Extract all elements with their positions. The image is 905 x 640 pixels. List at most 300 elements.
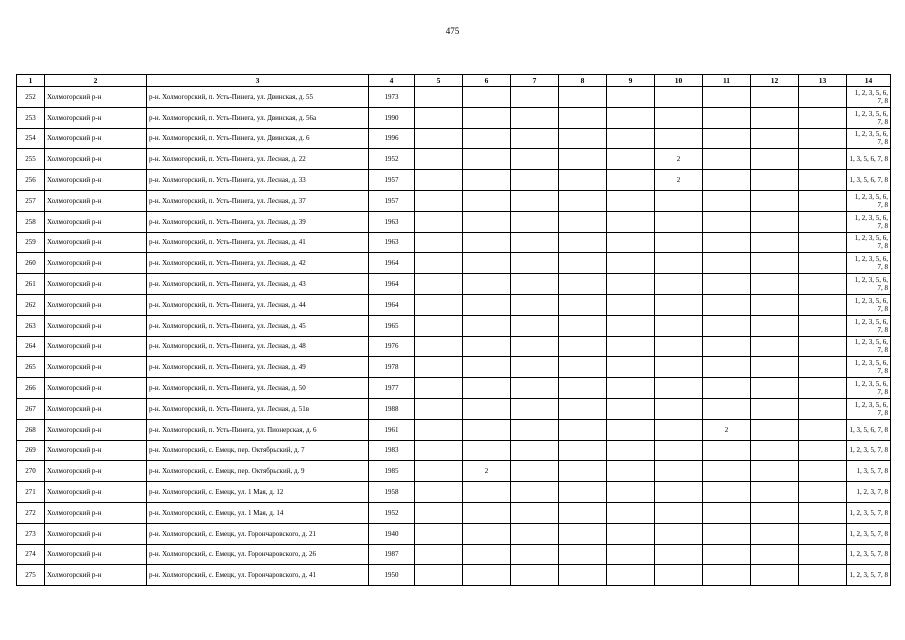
table-cell	[751, 419, 799, 440]
table-cell: р-н. Холмогорский, с. Емецк, пер. Октябрьский, д. 7	[147, 440, 369, 461]
table-cell	[559, 87, 607, 108]
table-cell	[511, 149, 559, 170]
table-cell	[799, 502, 847, 523]
table-row	[17, 419, 891, 440]
column-header-8: 8	[559, 75, 607, 87]
table-cell	[415, 128, 463, 149]
table-cell	[655, 502, 703, 523]
table-cell	[559, 461, 607, 482]
table-cell	[559, 294, 607, 315]
table-cell	[463, 419, 511, 440]
table-cell: 2	[655, 149, 703, 170]
table-cell: 1, 2, 3, 5, 6, 7, 8	[847, 336, 891, 357]
table-cell	[559, 211, 607, 232]
table-cell: 1, 3, 5, 7, 8	[847, 461, 891, 482]
table-cell	[751, 315, 799, 336]
table-cell	[607, 107, 655, 128]
table-cell	[511, 565, 559, 586]
table-cell	[559, 357, 607, 378]
table-header-row	[17, 75, 891, 87]
table-cell: 1983	[369, 440, 415, 461]
table-cell: 1963	[369, 211, 415, 232]
table-cell: Холмогорский р-н	[45, 274, 147, 295]
table-cell	[751, 482, 799, 503]
table-cell	[463, 565, 511, 586]
table-cell	[511, 294, 559, 315]
table-cell: 253	[17, 107, 45, 128]
column-header-11: 11	[703, 75, 751, 87]
table-cell: 1, 2, 3, 5, 6, 7, 8	[847, 107, 891, 128]
table-cell: 268	[17, 419, 45, 440]
table-cell	[607, 128, 655, 149]
table-cell	[607, 357, 655, 378]
table-cell: 271	[17, 482, 45, 503]
table-cell	[607, 440, 655, 461]
table-cell	[703, 378, 751, 399]
table-cell: 270	[17, 461, 45, 482]
table-cell	[511, 523, 559, 544]
table-cell	[415, 482, 463, 503]
table-cell: р-н. Холмогорский, п. Усть-Пинега, ул. Лесная, д. 41	[147, 232, 369, 253]
table-cell	[607, 232, 655, 253]
table-row	[17, 149, 891, 170]
table-cell	[415, 419, 463, 440]
table-cell	[415, 294, 463, 315]
table-cell	[607, 253, 655, 274]
table-cell	[655, 253, 703, 274]
table-row	[17, 232, 891, 253]
table-cell	[703, 357, 751, 378]
table-cell: 2	[703, 419, 751, 440]
table-cell	[799, 378, 847, 399]
table-cell: 1, 2, 3, 5, 7, 8	[847, 440, 891, 461]
table-cell	[415, 336, 463, 357]
table-cell	[607, 315, 655, 336]
table-cell	[511, 461, 559, 482]
table-cell	[463, 190, 511, 211]
table-cell	[799, 149, 847, 170]
table-cell	[559, 232, 607, 253]
table-cell: 1, 3, 5, 6, 7, 8	[847, 149, 891, 170]
table-cell: 1977	[369, 378, 415, 399]
table-cell	[415, 398, 463, 419]
table-cell: 1, 2, 3, 5, 7, 8	[847, 502, 891, 523]
table-cell	[511, 87, 559, 108]
table-cell	[799, 170, 847, 191]
table-cell: 1964	[369, 253, 415, 274]
table-cell: 274	[17, 544, 45, 565]
table-cell	[655, 482, 703, 503]
table-cell: Холмогорский р-н	[45, 544, 147, 565]
table-row	[17, 336, 891, 357]
table-cell	[415, 211, 463, 232]
table-cell: 1988	[369, 398, 415, 419]
column-header-10: 10	[655, 75, 703, 87]
table-cell	[559, 440, 607, 461]
table-cell	[463, 87, 511, 108]
table-cell: 260	[17, 253, 45, 274]
table-cell	[799, 107, 847, 128]
table-cell	[799, 357, 847, 378]
table-cell: Холмогорский р-н	[45, 149, 147, 170]
table-cell: р-н. Холмогорский, с. Емецк, ул. 1 Мая, д. 12	[147, 482, 369, 503]
table-cell	[463, 170, 511, 191]
table-cell: р-н. Холмогорский, п. Усть-Пинега, ул. Лесная, д. 22	[147, 149, 369, 170]
table-cell	[703, 398, 751, 419]
table-cell	[703, 170, 751, 191]
table-cell	[511, 502, 559, 523]
table-cell	[751, 544, 799, 565]
table-cell: 1990	[369, 107, 415, 128]
table-cell: 257	[17, 190, 45, 211]
table-cell	[799, 544, 847, 565]
table-cell	[559, 398, 607, 419]
table-cell	[751, 461, 799, 482]
table-cell	[607, 398, 655, 419]
table-cell	[415, 253, 463, 274]
table-cell	[559, 128, 607, 149]
table-cell	[559, 502, 607, 523]
table-cell	[655, 315, 703, 336]
table-cell: р-н. Холмогорский, п. Усть-Пинега, ул. Лесная, д. 44	[147, 294, 369, 315]
table-cell	[511, 336, 559, 357]
table-row	[17, 211, 891, 232]
table-cell	[655, 440, 703, 461]
table-cell: Холмогорский р-н	[45, 440, 147, 461]
table-cell	[559, 336, 607, 357]
table-cell: 256	[17, 170, 45, 191]
table-cell: р-н. Холмогорский, п. Усть-Пинега, ул. Лесная, д. 33	[147, 170, 369, 191]
table-cell: 1, 2, 3, 5, 6, 7, 8	[847, 87, 891, 108]
table-cell: 1, 2, 3, 7, 8	[847, 482, 891, 503]
table-cell: р-н. Холмогорский, п. Усть-Пинега, ул. Лесная, д. 50	[147, 378, 369, 399]
table-row	[17, 253, 891, 274]
table-cell	[751, 128, 799, 149]
table-cell	[751, 523, 799, 544]
table-cell	[511, 544, 559, 565]
table-cell	[799, 274, 847, 295]
table-cell	[415, 461, 463, 482]
table-cell	[415, 315, 463, 336]
table-cell: Холмогорский р-н	[45, 128, 147, 149]
table-cell	[655, 87, 703, 108]
table-cell	[463, 440, 511, 461]
table-cell: 263	[17, 315, 45, 336]
table-row	[17, 294, 891, 315]
table-cell: 1985	[369, 461, 415, 482]
table-cell	[751, 149, 799, 170]
table-cell: 1, 2, 3, 5, 7, 8	[847, 523, 891, 544]
table-cell	[607, 211, 655, 232]
table-row	[17, 482, 891, 503]
table-cell	[799, 253, 847, 274]
table-cell: 1957	[369, 190, 415, 211]
table-cell: Холмогорский р-н	[45, 170, 147, 191]
table-cell	[751, 190, 799, 211]
table-cell: Холмогорский р-н	[45, 461, 147, 482]
page-number: 475	[445, 26, 460, 36]
table-cell: 1, 2, 3, 5, 6, 7, 8	[847, 253, 891, 274]
table-cell	[655, 461, 703, 482]
table-cell	[655, 357, 703, 378]
table-cell	[415, 357, 463, 378]
table-cell: 1, 2, 3, 5, 6, 7, 8	[847, 274, 891, 295]
table-cell	[799, 232, 847, 253]
table-cell	[607, 294, 655, 315]
table-cell	[607, 149, 655, 170]
table-cell	[751, 87, 799, 108]
table-cell	[799, 440, 847, 461]
table-cell	[799, 461, 847, 482]
table-cell	[607, 190, 655, 211]
table-cell: 1950	[369, 565, 415, 586]
table-cell: р-н. Холмогорский, с. Емецк, пер. Октябрьский, д. 9	[147, 461, 369, 482]
table-cell	[511, 315, 559, 336]
table-cell	[799, 419, 847, 440]
table-cell	[607, 419, 655, 440]
table-cell: Холмогорский р-н	[45, 315, 147, 336]
table-cell	[655, 336, 703, 357]
table-cell	[463, 149, 511, 170]
column-header-12: 12	[751, 75, 799, 87]
table-cell: р-н. Холмогорский, п. Усть-Пинега, ул. Лесная, д. 42	[147, 253, 369, 274]
table-cell	[463, 274, 511, 295]
table-cell	[463, 253, 511, 274]
table-cell: р-н. Холмогорский, с. Емецк, ул. 1 Мая, д. 14	[147, 502, 369, 523]
table-cell: 1952	[369, 149, 415, 170]
table-cell	[511, 378, 559, 399]
table-cell	[463, 502, 511, 523]
table-cell	[751, 336, 799, 357]
table-cell	[511, 128, 559, 149]
table-cell: р-н. Холмогорский, с. Емецк, ул. Горончаровского, д. 26	[147, 544, 369, 565]
table-cell	[799, 565, 847, 586]
table-cell	[559, 253, 607, 274]
table-cell: Холмогорский р-н	[45, 336, 147, 357]
table-cell: 1958	[369, 482, 415, 503]
table-cell: 1, 3, 5, 6, 7, 8	[847, 170, 891, 191]
table-cell: 275	[17, 565, 45, 586]
table-cell	[511, 107, 559, 128]
table-cell	[655, 419, 703, 440]
table-cell: 259	[17, 232, 45, 253]
table-cell: 1952	[369, 502, 415, 523]
table-cell: 265	[17, 357, 45, 378]
table-row	[17, 87, 891, 108]
table-cell: 1, 2, 3, 5, 6, 7, 8	[847, 211, 891, 232]
table-cell	[463, 357, 511, 378]
table-cell: 1964	[369, 274, 415, 295]
table-cell	[799, 211, 847, 232]
table-cell	[703, 107, 751, 128]
table-row	[17, 378, 891, 399]
table-cell: 1963	[369, 232, 415, 253]
table-row	[17, 128, 891, 149]
column-header-1: 1	[17, 75, 45, 87]
column-header-14: 14	[847, 75, 891, 87]
table-cell	[751, 232, 799, 253]
table-cell	[703, 274, 751, 295]
table-cell	[415, 87, 463, 108]
table-cell	[463, 336, 511, 357]
table-cell: Холмогорский р-н	[45, 107, 147, 128]
table-cell	[415, 107, 463, 128]
column-header-2: 2	[45, 75, 147, 87]
table-cell	[703, 440, 751, 461]
table-cell	[511, 440, 559, 461]
table-cell	[751, 378, 799, 399]
table-cell: 1, 2, 3, 5, 6, 7, 8	[847, 128, 891, 149]
table-cell: Холмогорский р-н	[45, 523, 147, 544]
table-cell	[559, 565, 607, 586]
table-cell	[751, 357, 799, 378]
table-cell: р-н. Холмогорский, п. Усть-Пинега, ул. Лесная, д. 49	[147, 357, 369, 378]
table-cell: 1, 3, 5, 6, 7, 8	[847, 419, 891, 440]
table-row	[17, 523, 891, 544]
table-cell: 1973	[369, 87, 415, 108]
table-cell: Холмогорский р-н	[45, 211, 147, 232]
table-cell: 1, 2, 3, 5, 6, 7, 8	[847, 357, 891, 378]
table-cell	[511, 190, 559, 211]
table-cell	[559, 315, 607, 336]
table-cell	[799, 482, 847, 503]
table-cell: 1, 2, 3, 5, 7, 8	[847, 544, 891, 565]
table-cell	[655, 398, 703, 419]
table-cell	[559, 378, 607, 399]
table-cell: Холмогорский р-н	[45, 190, 147, 211]
table-cell	[463, 294, 511, 315]
table-cell: Холмогорский р-н	[45, 565, 147, 586]
table-cell: Холмогорский р-н	[45, 419, 147, 440]
table-cell: 2	[655, 170, 703, 191]
table-cell: р-н. Холмогорский, п. Усть-Пинега, ул. Лесная, д. 45	[147, 315, 369, 336]
table-cell	[559, 107, 607, 128]
table-cell	[559, 482, 607, 503]
table-cell	[415, 149, 463, 170]
table-cell	[511, 253, 559, 274]
table-cell	[607, 502, 655, 523]
table-cell	[415, 502, 463, 523]
table-cell: 1964	[369, 294, 415, 315]
table-cell	[607, 565, 655, 586]
table-row	[17, 502, 891, 523]
table-cell	[607, 87, 655, 108]
table-cell	[751, 107, 799, 128]
table-cell	[607, 274, 655, 295]
table-cell: Холмогорский р-н	[45, 398, 147, 419]
table-cell	[463, 211, 511, 232]
table-cell	[463, 107, 511, 128]
table-cell: р-н. Холмогорский, п. Усть-Пинега, ул. Пионерская, д. 6	[147, 419, 369, 440]
table-cell	[799, 398, 847, 419]
table-row	[17, 461, 891, 482]
table-cell	[703, 232, 751, 253]
table-cell	[415, 523, 463, 544]
table-cell	[511, 482, 559, 503]
table-cell	[703, 149, 751, 170]
table-cell: 267	[17, 398, 45, 419]
table-cell: р-н. Холмогорский, п. Усть-Пинега, ул. Лесная, д. 43	[147, 274, 369, 295]
table-cell	[751, 211, 799, 232]
table-cell	[655, 523, 703, 544]
table-cell	[703, 315, 751, 336]
table-cell: 1961	[369, 419, 415, 440]
table-cell	[511, 357, 559, 378]
table-row	[17, 544, 891, 565]
table-cell: р-н. Холмогорский, п. Усть-Пинега, ул. Лесная, д. 39	[147, 211, 369, 232]
table-cell	[415, 170, 463, 191]
table-cell: Холмогорский р-н	[45, 378, 147, 399]
table-cell: 1, 2, 3, 5, 6, 7, 8	[847, 398, 891, 419]
table-cell	[655, 190, 703, 211]
table-cell	[751, 502, 799, 523]
table-cell	[751, 274, 799, 295]
table-cell	[655, 211, 703, 232]
table-cell: 258	[17, 211, 45, 232]
table-cell	[463, 128, 511, 149]
table-cell	[415, 274, 463, 295]
table-cell	[751, 294, 799, 315]
table-cell	[703, 253, 751, 274]
table-cell	[559, 190, 607, 211]
table-cell: 1957	[369, 170, 415, 191]
table-cell: 1940	[369, 523, 415, 544]
table-cell: Холмогорский р-н	[45, 232, 147, 253]
table-cell	[655, 544, 703, 565]
table-cell: 1, 2, 3, 5, 6, 7, 8	[847, 190, 891, 211]
table-cell: 252	[17, 87, 45, 108]
table-cell: 264	[17, 336, 45, 357]
table-cell	[703, 87, 751, 108]
table-cell	[703, 461, 751, 482]
table-cell	[415, 378, 463, 399]
table-cell: 1, 2, 3, 5, 6, 7, 8	[847, 232, 891, 253]
table-cell: 1996	[369, 128, 415, 149]
table-cell: р-н. Холмогорский, п. Усть-Пинега, ул. Лесная, д. 48	[147, 336, 369, 357]
table-cell: 261	[17, 274, 45, 295]
table-cell	[415, 190, 463, 211]
table-row	[17, 190, 891, 211]
table-cell	[703, 211, 751, 232]
table-cell	[799, 336, 847, 357]
table-cell	[463, 378, 511, 399]
table-cell	[415, 440, 463, 461]
table-cell	[703, 336, 751, 357]
table-row	[17, 357, 891, 378]
table-cell: р-н. Холмогорский, п. Усть-Пинега, ул. Двинская, д. 56а	[147, 107, 369, 128]
column-header-9: 9	[607, 75, 655, 87]
table-cell	[703, 565, 751, 586]
table-cell	[703, 128, 751, 149]
table-cell	[415, 544, 463, 565]
table-cell	[751, 253, 799, 274]
table-cell: р-н. Холмогорский, п. Усть-Пинега, ул. Двинская, д. 6	[147, 128, 369, 149]
table-cell: 272	[17, 502, 45, 523]
table-cell	[703, 482, 751, 503]
table-cell	[463, 398, 511, 419]
table-cell	[655, 378, 703, 399]
column-header-5: 5	[415, 75, 463, 87]
table-cell	[463, 523, 511, 544]
table-cell	[655, 565, 703, 586]
table-cell: р-н. Холмогорский, с. Емецк, ул. Горончаровского, д. 41	[147, 565, 369, 586]
table-cell	[703, 502, 751, 523]
table-cell	[751, 440, 799, 461]
table-cell	[703, 294, 751, 315]
table-cell	[511, 398, 559, 419]
table-cell	[799, 87, 847, 108]
table-cell	[607, 461, 655, 482]
